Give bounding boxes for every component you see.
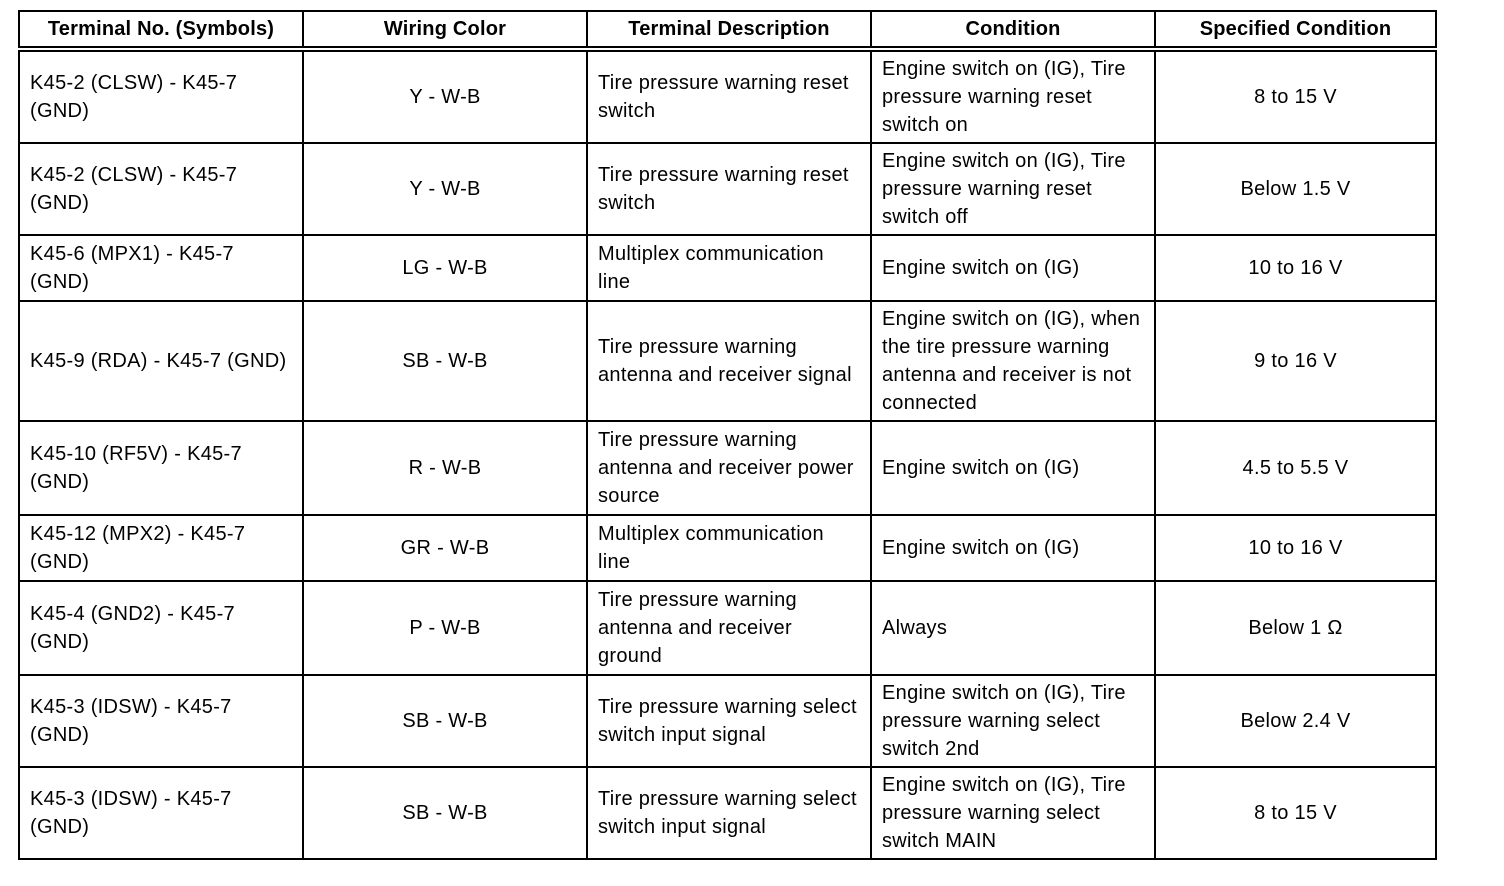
cell-condition: Engine switch on (IG), Tire pressure warning reset switch on — [871, 49, 1155, 143]
cell-condition: Engine switch on (IG) — [871, 515, 1155, 581]
cell-description: Tire pressure warning antenna and receiver signal — [587, 301, 871, 421]
cell-condition: Engine switch on (IG) — [871, 235, 1155, 301]
cell-condition: Engine switch on (IG), when the tire pressure warning antenna and receiver is not connected — [871, 301, 1155, 421]
cell-terminal: K45-9 (RDA) - K45-7 (GND) — [19, 301, 303, 421]
cell-wiring-color: Y - W-B — [303, 143, 587, 235]
table-row — [19, 235, 1436, 301]
cell-condition: Always — [871, 581, 1155, 675]
cell-wiring-color: Y - W-B — [303, 49, 587, 143]
cell-description: Tire pressure warning reset switch — [587, 143, 871, 235]
cell-specified-condition: 4.5 to 5.5 V — [1155, 421, 1436, 515]
header-terminal-description: Terminal Description — [587, 11, 871, 49]
cell-specified-condition: Below 1.5 V — [1155, 143, 1436, 235]
header-condition: Condition — [871, 11, 1155, 49]
cell-description: Tire pressure warning select switch input signal — [587, 767, 871, 859]
cell-wiring-color: SB - W-B — [303, 301, 587, 421]
cell-condition: Engine switch on (IG), Tire pressure warning select switch MAIN — [871, 767, 1155, 859]
cell-condition: Engine switch on (IG) — [871, 421, 1155, 515]
cell-wiring-color: GR - W-B — [303, 515, 587, 581]
table-row — [19, 143, 1436, 235]
cell-description: Tire pressure warning antenna and receiver power source — [587, 421, 871, 515]
cell-terminal: K45-4 (GND2) - K45-7 (GND) — [19, 581, 303, 675]
cell-specified-condition: 10 to 16 V — [1155, 235, 1436, 301]
cell-terminal: K45-12 (MPX2) - K45-7 (GND) — [19, 515, 303, 581]
cell-description: Multiplex communication line — [587, 235, 871, 301]
header-terminal-no: Terminal No. (Symbols) — [19, 11, 303, 49]
header-wiring-color: Wiring Color — [303, 11, 587, 49]
cell-description: Tire pressure warning select switch input signal — [587, 675, 871, 767]
cell-specified-condition: 9 to 16 V — [1155, 301, 1436, 421]
header-row — [19, 11, 1436, 49]
table-row — [19, 49, 1436, 143]
terminal-table-container — [18, 10, 1435, 860]
cell-terminal: K45-10 (RF5V) - K45-7 (GND) — [19, 421, 303, 515]
cell-terminal: K45-2 (CLSW) - K45-7 (GND) — [19, 49, 303, 143]
cell-description: Tire pressure warning antenna and receiver ground — [587, 581, 871, 675]
table-row — [19, 515, 1436, 581]
cell-terminal: K45-3 (IDSW) - K45-7 (GND) — [19, 675, 303, 767]
table-row — [19, 581, 1436, 675]
cell-description: Tire pressure warning reset switch — [587, 49, 871, 143]
cell-wiring-color: R - W-B — [303, 421, 587, 515]
table-header — [19, 11, 1436, 49]
cell-specified-condition: Below 2.4 V — [1155, 675, 1436, 767]
cell-terminal: K45-2 (CLSW) - K45-7 (GND) — [19, 143, 303, 235]
header-specified-condition: Specified Condition — [1155, 11, 1436, 49]
cell-condition: Engine switch on (IG), Tire pressure warning reset switch off — [871, 143, 1155, 235]
table-row — [19, 301, 1436, 421]
table-body — [19, 49, 1436, 859]
table-row — [19, 421, 1436, 515]
table-row — [19, 767, 1436, 859]
cell-terminal: K45-6 (MPX1) - K45-7 (GND) — [19, 235, 303, 301]
cell-description: Multiplex communication line — [587, 515, 871, 581]
cell-specified-condition: 8 to 15 V — [1155, 767, 1436, 859]
cell-condition: Engine switch on (IG), Tire pressure warning select switch 2nd — [871, 675, 1155, 767]
cell-specified-condition: 8 to 15 V — [1155, 49, 1436, 143]
cell-wiring-color: P - W-B — [303, 581, 587, 675]
cell-wiring-color: SB - W-B — [303, 767, 587, 859]
cell-wiring-color: SB - W-B — [303, 675, 587, 767]
terminal-specification-table — [18, 10, 1437, 860]
cell-specified-condition: Below 1 Ω — [1155, 581, 1436, 675]
cell-terminal: K45-3 (IDSW) - K45-7 (GND) — [19, 767, 303, 859]
table-row — [19, 675, 1436, 767]
cell-wiring-color: LG - W-B — [303, 235, 587, 301]
cell-specified-condition: 10 to 16 V — [1155, 515, 1436, 581]
